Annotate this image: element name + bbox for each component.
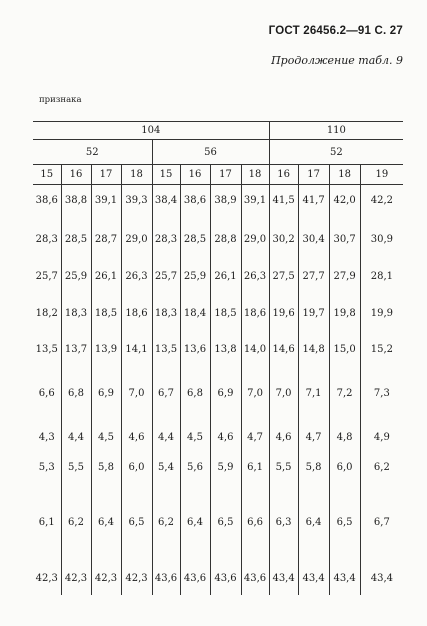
table-cell: 27,5 — [269, 262, 298, 292]
table-cell: 39,1 — [241, 185, 269, 217]
table-cell: 6,0 — [329, 453, 360, 483]
table-cell: 39,3 — [121, 185, 152, 217]
table-cell: 18,5 — [210, 292, 241, 335]
table-cell: 4,6 — [269, 423, 298, 453]
column-header: 18 — [121, 165, 152, 185]
table-cell: 19,7 — [298, 292, 329, 335]
table-cell: 18,5 — [91, 292, 121, 335]
group-header-row — [33, 122, 403, 140]
table-cell: 6,9 — [91, 365, 121, 423]
table-cell: 13,7 — [61, 335, 91, 365]
table-cell: 6,2 — [373, 462, 390, 473]
table-cell: 38,8 — [61, 185, 91, 217]
table-cell: 42,2 — [370, 195, 393, 207]
table-cell: 19,9 — [370, 307, 393, 319]
table-cell: 6,6 — [33, 365, 61, 423]
table-cell: 26,3 — [241, 262, 269, 292]
table-row — [33, 335, 403, 365]
table-cell: 28,7 — [91, 217, 121, 262]
table-row — [33, 185, 403, 217]
table-cell: 28,1 — [370, 271, 393, 282]
table-cell: 43,6 — [180, 563, 210, 595]
table-cell: 29,0 — [121, 217, 152, 262]
table-cell: 4,4 — [152, 423, 180, 453]
subgroup-header: 56 — [152, 140, 269, 165]
table-cell: 5,4 — [152, 453, 180, 483]
table-cell: 6,4 — [180, 483, 210, 563]
table-cell: 14,8 — [298, 335, 329, 365]
data-table — [33, 121, 403, 595]
table-cell: 13,5 — [152, 335, 180, 365]
column-header: 16 — [269, 165, 298, 185]
table-cell: 14,1 — [121, 335, 152, 365]
table-cell: 42,0 — [329, 185, 360, 217]
standard-number: ГОСТ 26456.2—91 — [268, 25, 372, 37]
table-cell: 28,5 — [61, 217, 91, 262]
table-cell: 6,5 — [121, 483, 152, 563]
table-cell: 28,3 — [152, 217, 180, 262]
document-header — [269, 25, 403, 37]
table-cell: 25,9 — [180, 262, 210, 292]
table-cell: 4,8 — [329, 423, 360, 453]
table-cell: 7,0 — [241, 365, 269, 423]
table-cell: 4,4 — [61, 423, 91, 453]
table-cell: 38,6 — [180, 185, 210, 217]
table-cell: 13,8 — [210, 335, 241, 365]
table-cell: 7,3 — [373, 388, 390, 399]
table-row — [33, 453, 403, 483]
table-cell: 4,9 — [373, 432, 390, 443]
column-header: 17 — [210, 165, 241, 185]
table-cell: 43,4 — [370, 573, 393, 584]
table-cell: 18,3 — [61, 292, 91, 335]
table-cell: 42,3 — [33, 563, 61, 595]
table-cell: 5,5 — [269, 453, 298, 483]
table-cell: 4,6 — [121, 423, 152, 453]
group-header: 110 — [269, 122, 403, 140]
table-row — [33, 423, 403, 453]
table-cell: 7,2 — [329, 365, 360, 423]
table-cell: 30,2 — [269, 217, 298, 262]
table-cell: 6,0 — [121, 453, 152, 483]
table-continuation-caption: Продолжение табл. 9 — [271, 54, 403, 67]
table-cell: 14,0 — [241, 335, 269, 365]
table-cell: 6,5 — [210, 483, 241, 563]
table-cell: 18,6 — [121, 292, 152, 335]
table-cell: 43,6 — [241, 563, 269, 595]
table-cell: 5,8 — [298, 453, 329, 483]
table-row — [33, 483, 403, 563]
table-cell: 6,7 — [152, 365, 180, 423]
table-cell: 18,6 — [241, 292, 269, 335]
table-cell: 15,0 — [329, 335, 360, 365]
table-cell: 26,1 — [91, 262, 121, 292]
table-cell: 4,5 — [91, 423, 121, 453]
column-header: 17 — [91, 165, 121, 185]
table-cell: 6,9 — [210, 365, 241, 423]
table-cell: 18,3 — [152, 292, 180, 335]
table-cell: 42,3 — [91, 563, 121, 595]
table-cell: 5,3 — [33, 453, 61, 483]
table-cell: 13,5 — [33, 335, 61, 365]
table-cell: 38,4 — [152, 185, 180, 217]
table-cell: 25,7 — [152, 262, 180, 292]
table-cell: 26,1 — [210, 262, 241, 292]
table-cell: 15,2 — [370, 344, 393, 355]
table-cell: 29,0 — [241, 217, 269, 262]
group-header: 104 — [33, 122, 269, 140]
table-cell: 5,8 — [91, 453, 121, 483]
table-cell: 41,5 — [269, 185, 298, 217]
column-header: 16 — [180, 165, 210, 185]
table-cell: 6,5 — [329, 483, 360, 563]
table-cell: 13,9 — [91, 335, 121, 365]
table-cell: 42,3 — [121, 563, 152, 595]
column-header: 19 — [360, 165, 403, 185]
page-number: С. 27 — [374, 25, 403, 37]
table-cell: 30,4 — [298, 217, 329, 262]
table-cell: 6,6 — [241, 483, 269, 563]
table-cell: 6,1 — [241, 453, 269, 483]
column-header: 15 — [152, 165, 180, 185]
table-cell: 6,8 — [61, 365, 91, 423]
table-cell: 18,4 — [180, 292, 210, 335]
table-row — [33, 365, 403, 423]
table-cell: 6,4 — [91, 483, 121, 563]
table-cell: 30,7 — [329, 217, 360, 262]
table-cell: 13,6 — [180, 335, 210, 365]
table-cell: 43,4 — [269, 563, 298, 595]
table-cell: 25,9 — [61, 262, 91, 292]
column-header: 15 — [33, 165, 61, 185]
table-cell: 38,6 — [33, 185, 61, 217]
table-cell: 19,6 — [269, 292, 298, 335]
table-cell: 5,9 — [210, 453, 241, 483]
table-cell: 6,3 — [269, 483, 298, 563]
table-cell: 7,1 — [298, 365, 329, 423]
table-cell: 5,5 — [61, 453, 91, 483]
table-cell: 43,4 — [298, 563, 329, 595]
subgroup-header: 52 — [269, 140, 403, 165]
column-header: 17 — [298, 165, 329, 185]
table-cell: 5,6 — [180, 453, 210, 483]
table-cell: 41,7 — [298, 185, 329, 217]
subgroup-header-row — [33, 140, 403, 165]
table-cell: 6,8 — [180, 365, 210, 423]
table-row — [33, 292, 403, 335]
subgroup-header: 52 — [33, 140, 152, 165]
table-row — [33, 262, 403, 292]
column-header-row — [33, 165, 403, 185]
table-cell: 27,9 — [329, 262, 360, 292]
table-cell: 4,3 — [33, 423, 61, 453]
column-header: 18 — [241, 165, 269, 185]
table-cell: 28,8 — [210, 217, 241, 262]
table-row — [33, 217, 403, 262]
table-cell: 18,2 — [33, 292, 61, 335]
table-cell: 14,6 — [269, 335, 298, 365]
feature-column-label: признака — [39, 95, 82, 105]
table-body — [33, 185, 403, 595]
table-cell: 38,9 — [210, 185, 241, 217]
table-cell: 6,4 — [298, 483, 329, 563]
table-cell: 6,2 — [61, 483, 91, 563]
table-cell: 43,6 — [210, 563, 241, 595]
table-cell: 43,4 — [329, 563, 360, 595]
table-cell: 42,3 — [61, 563, 91, 595]
table-cell: 28,5 — [180, 217, 210, 262]
table-cell: 43,6 — [152, 563, 180, 595]
table-cell: 6,7 — [373, 517, 390, 528]
table-cell: 7,0 — [269, 365, 298, 423]
table-cell: 19,8 — [329, 292, 360, 335]
table-cell: 4,7 — [241, 423, 269, 453]
column-header: 16 — [61, 165, 91, 185]
column-header: 18 — [329, 165, 360, 185]
table-cell: 4,6 — [210, 423, 241, 453]
table-cell: 27,7 — [298, 262, 329, 292]
table-cell: 4,7 — [298, 423, 329, 453]
table-cell: 7,0 — [121, 365, 152, 423]
table-cell: 6,2 — [152, 483, 180, 563]
table-cell: 6,1 — [33, 483, 61, 563]
table-cell: 25,7 — [33, 262, 61, 292]
table-cell: 39,1 — [91, 185, 121, 217]
table-row — [33, 563, 403, 595]
table-cell: 26,3 — [121, 262, 152, 292]
table-cell: 4,5 — [180, 423, 210, 453]
table-cell: 30,9 — [370, 233, 393, 245]
table-cell: 28,3 — [33, 217, 61, 262]
